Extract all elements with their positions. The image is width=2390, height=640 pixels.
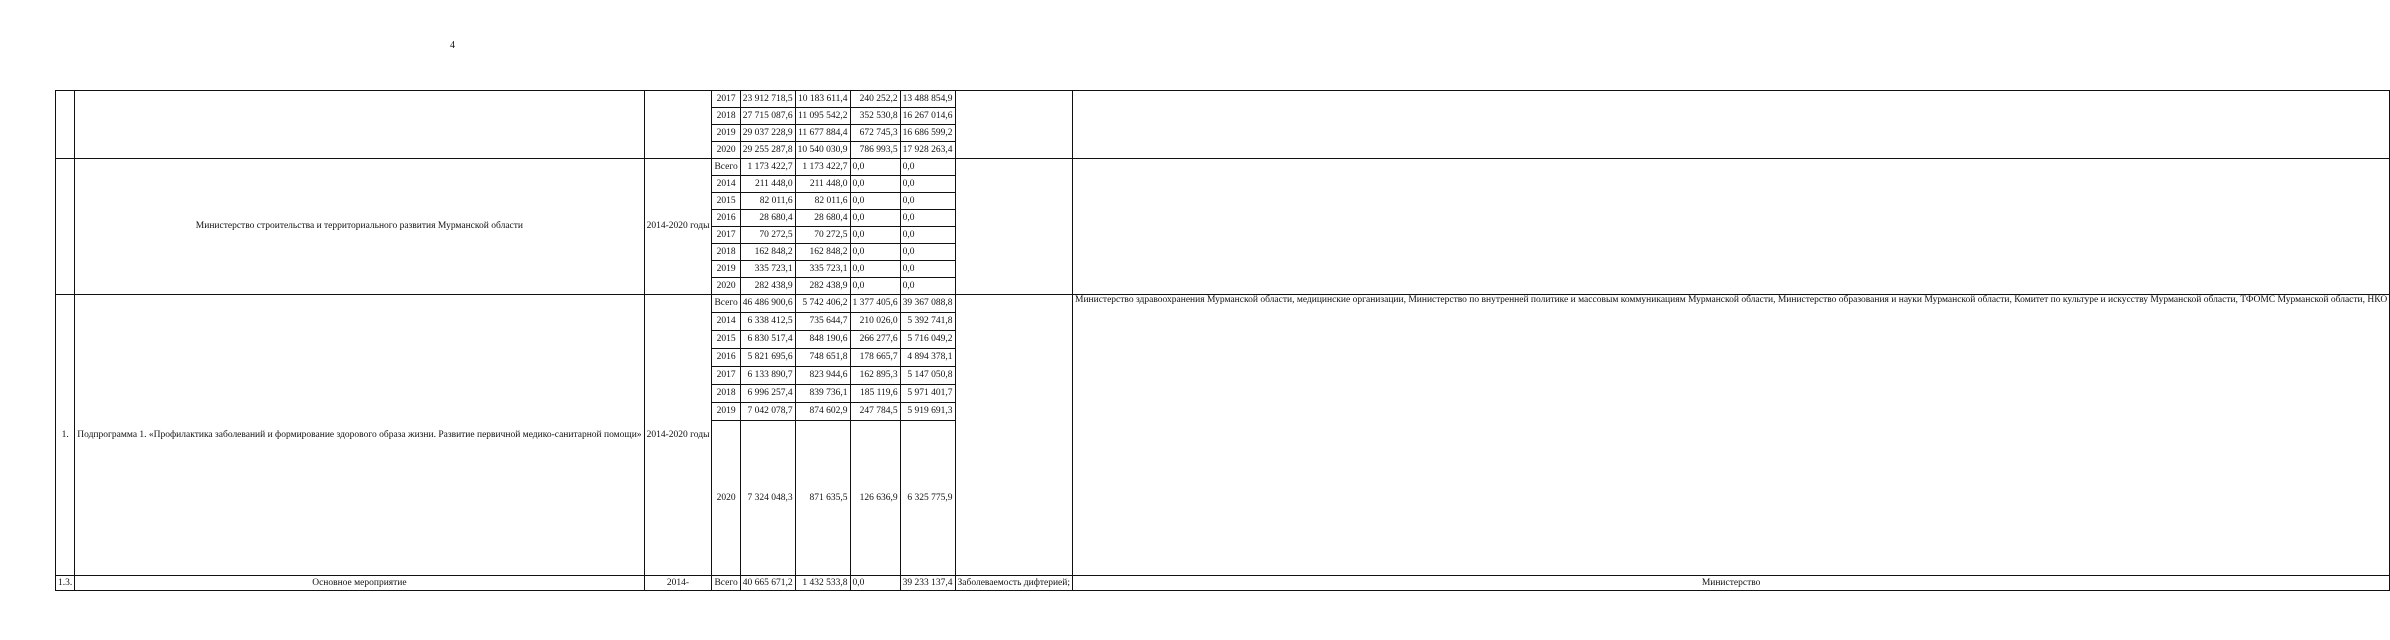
number-cell	[56, 91, 75, 159]
activity-name-cell: Основное мероприятие	[75, 576, 644, 591]
year-cell: 2019	[712, 403, 740, 421]
federal-cell: 335 723,1	[795, 261, 850, 278]
year-cell: 2015	[712, 331, 740, 349]
total-cell: 6 830 517,4	[740, 331, 795, 349]
activity-number-cell: 1.3.	[56, 576, 75, 591]
year-cell: 2017	[712, 91, 740, 108]
table-row	[56, 576, 2390, 591]
name-cell	[75, 91, 644, 159]
federal-cell: 5 742 406,2	[795, 295, 850, 313]
year-cell: 2020	[712, 142, 740, 159]
regional-cell: 240 252,2	[850, 91, 900, 108]
regional-cell: 352 530,8	[850, 108, 900, 125]
federal-cell: 871 635,5	[795, 421, 850, 576]
federal-cell: 82 011,6	[795, 193, 850, 210]
year-cell: 2020	[712, 421, 740, 576]
year-cell: 2020	[712, 278, 740, 295]
other-cell: 4 894 378,1	[900, 349, 955, 367]
federal-cell: 10 540 030,9	[795, 142, 850, 159]
total-cell: 46 486 900,6	[740, 295, 795, 313]
other-cell: 0,0	[900, 278, 955, 295]
regional-cell: 0,0	[850, 159, 900, 176]
other-cell: 0,0	[900, 227, 955, 244]
federal-cell: 162 848,2	[795, 244, 850, 261]
regional-cell: 0,0	[850, 193, 900, 210]
regional-cell: 0,0	[850, 227, 900, 244]
total-cell: 211 448,0	[740, 176, 795, 193]
federal-cell: 211 448,0	[795, 176, 850, 193]
other-cell: 5 147 050,8	[900, 367, 955, 385]
other-cell: 5 971 401,7	[900, 385, 955, 403]
regional-cell: 247 784,5	[850, 403, 900, 421]
total-cell: 1 173 422,7	[740, 159, 795, 176]
regional-cell: 0,0	[850, 576, 900, 591]
total-cell: 6 133 890,7	[740, 367, 795, 385]
ministry-period-cell: 2014-2020 годы	[644, 159, 712, 295]
total-cell: 335 723,1	[740, 261, 795, 278]
other-cell: 0,0	[900, 193, 955, 210]
federal-cell: 28 680,4	[795, 210, 850, 227]
table-row	[56, 91, 2390, 108]
year-cell: Всего	[712, 295, 740, 313]
total-cell: 27 715 087,6	[740, 108, 795, 125]
total-cell: 162 848,2	[740, 244, 795, 261]
budget-table	[55, 90, 2390, 591]
regional-cell: 672 745,3	[850, 125, 900, 142]
regional-cell: 178 665,7	[850, 349, 900, 367]
regional-cell: 0,0	[850, 244, 900, 261]
page-number: 4	[450, 40, 455, 51]
other-cell: 5 392 741,8	[900, 313, 955, 331]
other-cell: 0,0	[900, 244, 955, 261]
federal-cell: 735 644,7	[795, 313, 850, 331]
total-cell: 6 338 412,5	[740, 313, 795, 331]
subprogram-period-cell: 2014-2020 годы	[644, 295, 712, 576]
regional-cell: 0,0	[850, 261, 900, 278]
regional-cell: 786 993,5	[850, 142, 900, 159]
subprogram-executors-cell: Министерство здравоохранения Мурманской области, медицинские организации, Министерство по внутренней политике и массовым коммуникациям Мурманской области, Министерство образования и науки Мурманской области, Комитет по культуре и искусству Мурманской области, ТФОМС Мурманской области, НКО	[1073, 295, 2390, 576]
federal-cell: 282 438,9	[795, 278, 850, 295]
regional-cell: 0,0	[850, 210, 900, 227]
regional-cell: 210 026,0	[850, 313, 900, 331]
period-cell	[644, 91, 712, 159]
total-cell: 70 272,5	[740, 227, 795, 244]
other-cell: 39 233 137,4	[900, 576, 955, 591]
other-cell: 13 488 854,9	[900, 91, 955, 108]
other-cell: 0,0	[900, 210, 955, 227]
other-cell: 16 686 599,2	[900, 125, 955, 142]
year-cell: 2015	[712, 193, 740, 210]
total-cell: 23 912 718,5	[740, 91, 795, 108]
total-cell: 5 821 695,6	[740, 349, 795, 367]
other-cell: 0,0	[900, 176, 955, 193]
total-cell: 40 665 671,2	[740, 576, 795, 591]
total-cell: 82 011,6	[740, 193, 795, 210]
total-cell: 29 037 228,9	[740, 125, 795, 142]
total-cell: 282 438,9	[740, 278, 795, 295]
federal-cell: 1 432 533,8	[795, 576, 850, 591]
total-cell: 7 324 048,3	[740, 421, 795, 576]
year-cell: 2014	[712, 313, 740, 331]
federal-cell: 10 183 611,4	[795, 91, 850, 108]
year-cell: 2018	[712, 108, 740, 125]
ministry-name-cell: Министерство строительства и территориального развития Мурманской области	[75, 159, 644, 295]
indicator-cell	[955, 91, 1072, 159]
federal-cell: 748 651,8	[795, 349, 850, 367]
subprogram-number-cell: 1.	[56, 295, 75, 576]
indicator-cell	[955, 159, 1072, 295]
regional-cell: 162 895,3	[850, 367, 900, 385]
other-cell: 39 367 088,8	[900, 295, 955, 313]
federal-cell: 839 736,1	[795, 385, 850, 403]
year-cell: 2018	[712, 385, 740, 403]
federal-cell: 70 272,5	[795, 227, 850, 244]
federal-cell: 11 677 884,4	[795, 125, 850, 142]
regional-cell: 266 277,6	[850, 331, 900, 349]
year-cell: Всего	[712, 576, 740, 591]
federal-cell: 823 944,6	[795, 367, 850, 385]
total-cell: 28 680,4	[740, 210, 795, 227]
federal-cell: 11 095 542,2	[795, 108, 850, 125]
other-cell: 0,0	[900, 261, 955, 278]
regional-cell: 0,0	[850, 176, 900, 193]
federal-cell: 1 173 422,7	[795, 159, 850, 176]
activity-indicator-cell: Заболеваемость дифтерией;	[955, 576, 1072, 591]
year-cell: 2016	[712, 349, 740, 367]
executor-cell	[1073, 91, 2390, 159]
year-cell: 2017	[712, 227, 740, 244]
year-cell: 2017	[712, 367, 740, 385]
other-cell: 6 325 775,9	[900, 421, 955, 576]
total-cell: 7 042 078,7	[740, 403, 795, 421]
other-cell: 16 267 014,6	[900, 108, 955, 125]
table-row	[56, 295, 2390, 313]
regional-cell: 1 377 405,6	[850, 295, 900, 313]
regional-cell: 185 119,6	[850, 385, 900, 403]
year-cell: 2014	[712, 176, 740, 193]
year-cell: 2019	[712, 125, 740, 142]
year-cell: Всего	[712, 159, 740, 176]
regional-cell: 0,0	[850, 278, 900, 295]
total-cell: 6 996 257,4	[740, 385, 795, 403]
other-cell: 5 919 691,3	[900, 403, 955, 421]
federal-cell: 874 602,9	[795, 403, 850, 421]
subprogram-name-cell: Подпрограмма 1. «Профилактика заболеваний и формирование здорового образа жизни. Развитие первичной медико-санитарной помощи»	[75, 295, 644, 576]
other-cell: 5 716 049,2	[900, 331, 955, 349]
other-cell: 17 928 263,4	[900, 142, 955, 159]
year-cell: 2018	[712, 244, 740, 261]
total-cell: 29 255 287,8	[740, 142, 795, 159]
other-cell: 0,0	[900, 159, 955, 176]
year-cell: 2019	[712, 261, 740, 278]
table-row	[56, 159, 2390, 176]
executor-cell	[1073, 159, 2390, 295]
indicator-cell	[955, 295, 1072, 576]
year-cell: 2016	[712, 210, 740, 227]
number-cell	[56, 159, 75, 295]
activity-executor-cell: Министерство	[1073, 576, 2390, 591]
federal-cell: 848 190,6	[795, 331, 850, 349]
regional-cell: 126 636,9	[850, 421, 900, 576]
activity-period-cell: 2014-	[644, 576, 712, 591]
